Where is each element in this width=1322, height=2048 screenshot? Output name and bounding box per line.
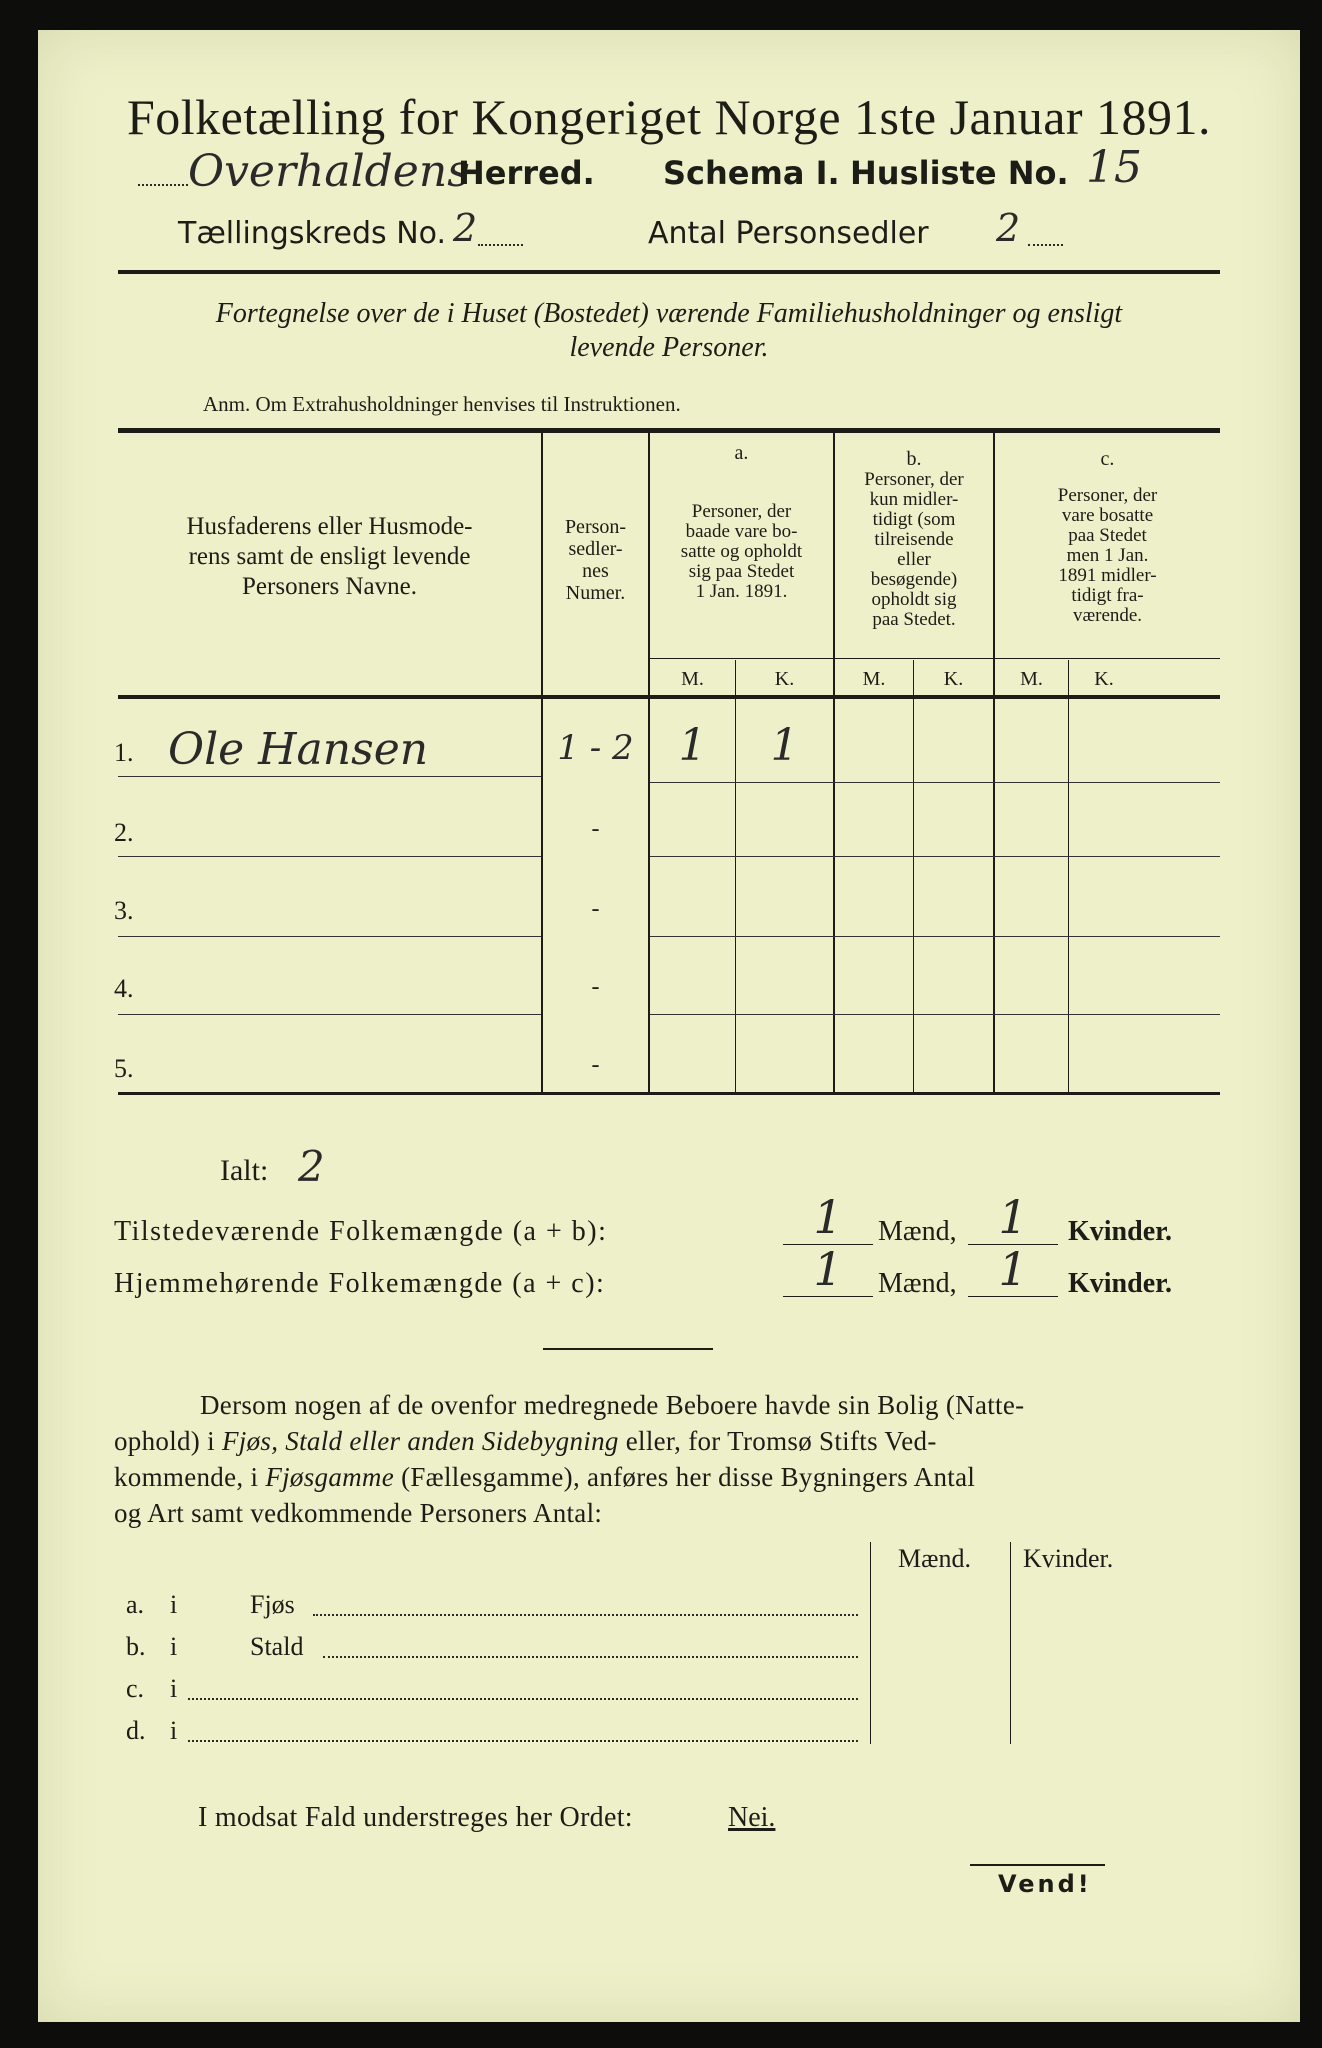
form-title: Folketælling for Kongeriget Norge 1ste Januar 1891.	[126, 89, 1212, 145]
building-c-key: c.	[126, 1674, 145, 1703]
herred-dots	[138, 184, 188, 186]
building-b-i: i	[170, 1632, 178, 1661]
building-b-dots	[323, 1656, 858, 1658]
row-1-numer: 1 - 2	[557, 728, 634, 768]
table-bottom-rule	[118, 1092, 1220, 1095]
buildings-col-sep-2	[1010, 1542, 1011, 1744]
col-header-b: Personer, der kun midler- tidigt (som tilreisende eller besøgende) opholdt sig paa Stedet.	[864, 469, 964, 630]
row-3-line-b	[650, 936, 1220, 937]
col-sep-b-mk	[913, 660, 914, 1092]
col-a-m: M.	[681, 668, 704, 690]
husliste-label: Husliste No.	[850, 154, 1069, 192]
row-1-a-m: 1	[678, 720, 707, 771]
row-number-2: 2.	[114, 818, 134, 847]
schema-label: Schema I.	[663, 154, 840, 192]
husliste-number: 15	[1086, 142, 1142, 193]
hjemme-label: Hjemmehørende Folkemængde (a + c):	[114, 1268, 606, 1299]
vend-text: Vend!	[998, 1870, 1092, 1898]
row-4-numer: -	[591, 974, 600, 1000]
mk-rule	[648, 658, 1220, 659]
row-number-4: 4.	[114, 974, 134, 1003]
col-header-numer: Person- sedler- nes Numer.	[564, 516, 627, 604]
col-header-names: Husfaderens eller Husmode- rens samt de ensligt levende Personers Navne.	[186, 513, 473, 600]
col-b-letter: b.	[906, 448, 922, 470]
antal-dots	[1028, 244, 1063, 246]
building-a-i: i	[170, 1590, 178, 1619]
building-b-label: Stald	[250, 1632, 304, 1661]
building-d-dots	[188, 1740, 858, 1742]
row-number-3: 3.	[114, 896, 134, 925]
row-3-line-a	[118, 936, 541, 937]
header-rule	[118, 270, 1220, 274]
table-header-rule	[118, 695, 1220, 699]
hjemme-maend-value: 1	[813, 1242, 843, 1296]
building-d-i: i	[170, 1716, 178, 1745]
building-b-key: b.	[126, 1632, 146, 1661]
buildings-line-1: Dersom nogen af de ovenfor medregnede Beboere havde sin Bolig (Natte-	[200, 1390, 1025, 1420]
row-1-line-a	[118, 776, 541, 777]
buildings-col-maend: Mænd.	[898, 1544, 971, 1573]
tilstede-label: Tilstedeværende Folkemængde (a + b):	[114, 1216, 608, 1247]
row-1-line-b	[650, 782, 1220, 783]
buildings-line-4: og Art samt vedkommende Personers Antal:	[114, 1498, 603, 1528]
row-2-line-b	[650, 856, 1220, 857]
census-form-page	[38, 30, 1300, 2022]
row-3-numer: -	[591, 896, 600, 922]
tilstede-kvinder-value: 1	[998, 1190, 1028, 1244]
hjemme-maend-line	[783, 1296, 873, 1297]
row-2-line-a	[118, 856, 541, 857]
col-b-m: M.	[862, 668, 886, 690]
hjemme-kvinder-value: 1	[998, 1242, 1028, 1296]
ialt-label: Ialt:	[220, 1154, 269, 1187]
row-5-numer: -	[591, 1052, 600, 1078]
tilstede-maend-label: Mænd,	[878, 1216, 957, 1247]
antal-label: Antal Personsedler	[648, 216, 929, 251]
col-a-k: K.	[774, 668, 795, 690]
col-sep-c-mk	[1068, 660, 1069, 1092]
table-top-rule	[118, 428, 1220, 433]
nei-word: Nei.	[728, 1802, 776, 1833]
vend-rule	[970, 1864, 1105, 1866]
row-4-line-b	[650, 1014, 1220, 1015]
col-a-letter: a.	[734, 442, 749, 464]
kreds-dots	[478, 244, 523, 246]
building-a-dots	[313, 1614, 858, 1616]
row-2-numer: -	[591, 816, 600, 842]
kreds-number: 2	[453, 206, 478, 250]
row-number-5: 5.	[114, 1054, 134, 1083]
tilstede-kvinder-label: Kvinder.	[1068, 1216, 1172, 1247]
hjemme-maend-label: Mænd,	[878, 1268, 957, 1299]
ialt-value: 2	[298, 1142, 325, 1191]
kreds-label: Tællingskreds No.	[178, 216, 446, 251]
anm-note: Anm. Om Extrahusholdninger henvises til Instruktionen.	[203, 392, 681, 416]
row-number-1: 1.	[114, 738, 134, 767]
herred-label: Herred.	[458, 154, 595, 192]
col-b-k: K.	[943, 668, 964, 690]
row-1-a-k: 1	[770, 720, 799, 771]
row-4-line-a	[118, 1014, 541, 1015]
building-a-key: a.	[126, 1590, 145, 1619]
col-header-c: Personer, der vare bosatte paa Stedet men 1 Jan. 1891 midler- tidigt fra- værende.	[1057, 485, 1158, 626]
buildings-line-2: ophold) i Fjøs, Stald eller anden Sidebygning eller, for Tromsø Stifts Ved-	[114, 1426, 937, 1456]
buildings-col-sep-1	[870, 1542, 871, 1744]
modsat-text: I modsat Fald understreges her Ordet:	[198, 1802, 633, 1833]
section-divider	[543, 1348, 713, 1350]
building-a-label: Fjøs	[250, 1590, 295, 1619]
col-c-m: M.	[1020, 668, 1043, 690]
tilstede-maend-value: 1	[813, 1190, 843, 1244]
buildings-col-kvinder: Kvinder.	[1023, 1544, 1114, 1573]
row-1-name: Ole Hansen	[168, 724, 429, 775]
building-c-dots	[188, 1698, 858, 1700]
col-c-k: K.	[1094, 668, 1114, 690]
hjemme-kvinder-line	[968, 1296, 1058, 1297]
col-c-letter: c.	[1100, 448, 1115, 470]
herred-name: Overhaldens	[188, 146, 470, 197]
buildings-line-3: kommende, i Fjøsgamme (Fællesgamme), anføres her disse Bygningers Antal	[114, 1462, 976, 1492]
hjemme-kvinder-label: Kvinder.	[1068, 1268, 1172, 1299]
building-d-key: d.	[126, 1716, 146, 1745]
col-header-a: Personer, der baade vare bo- satte og opholdt sig paa Stedet 1 Jan. 1891.	[680, 501, 803, 602]
intro-line-2: levende Personer.	[569, 332, 769, 363]
intro-line-1: Fortegnelse over de i Huset (Bostedet) værende Familiehusholdninger og ensligt	[215, 298, 1123, 329]
building-c-i: i	[170, 1674, 178, 1703]
antal-value: 2	[996, 206, 1021, 250]
